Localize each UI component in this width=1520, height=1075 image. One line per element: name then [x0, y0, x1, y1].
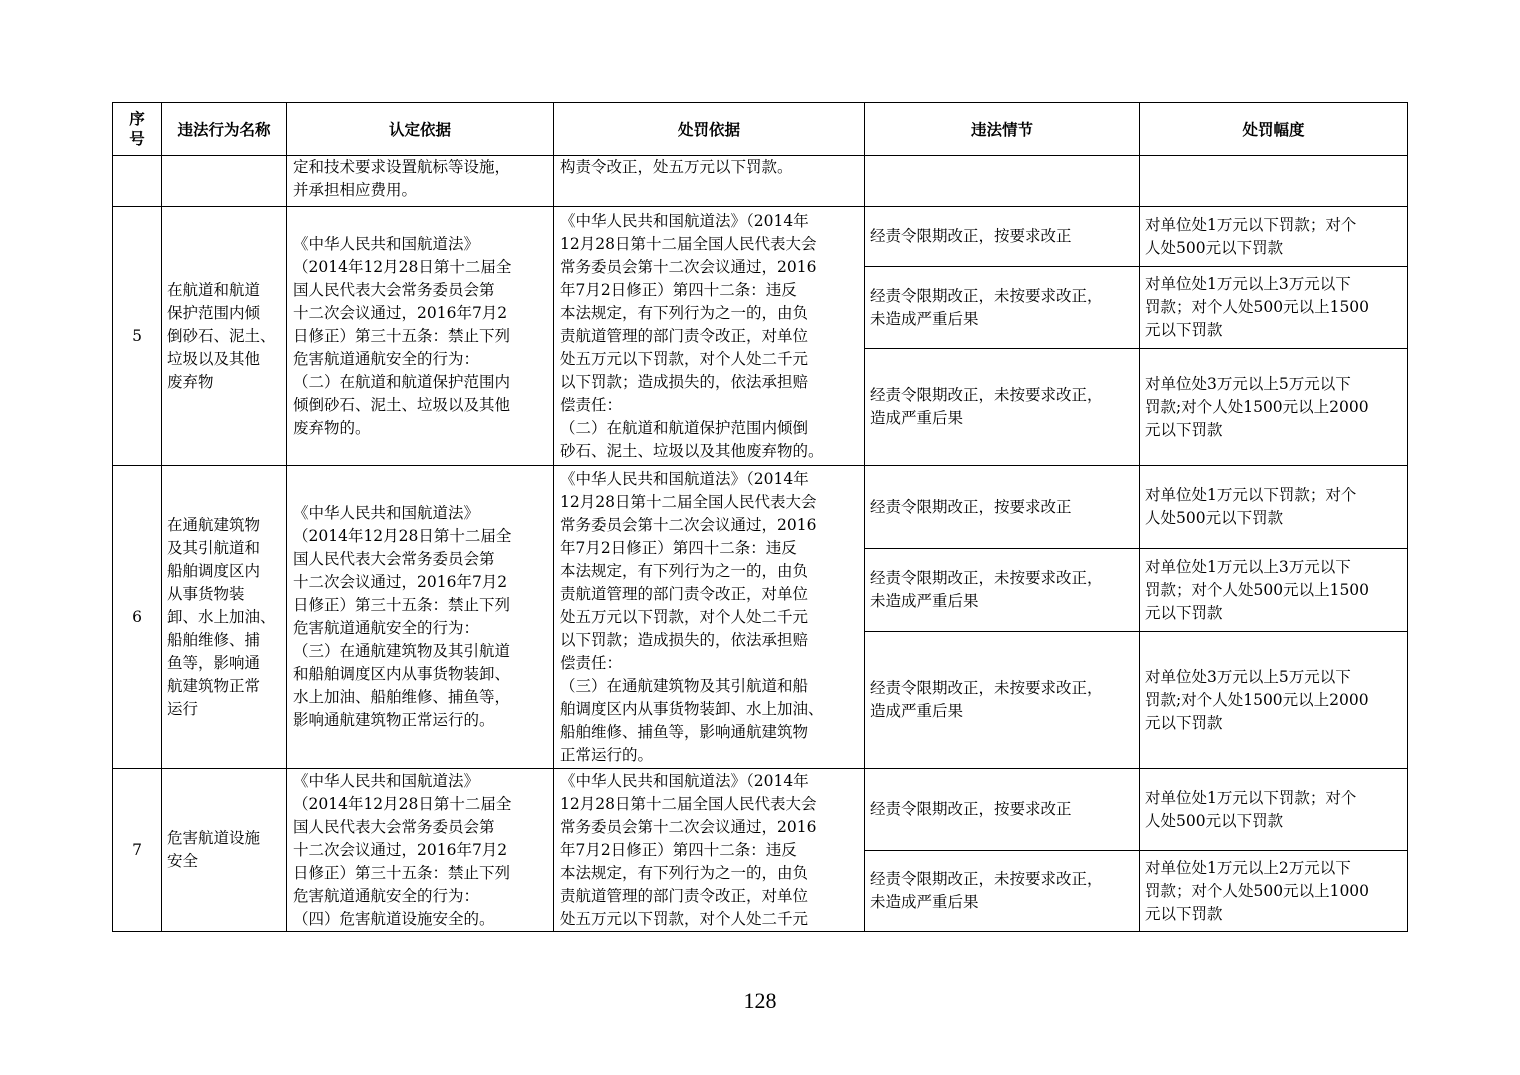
circumstance: 经责令限期改正，未按要求改正， 未造成严重后果 — [865, 549, 1140, 632]
violation-name: 在通航建筑物 及其引航道和 船舶调度区内 从事货物装 卸、水上加油、 船舶维修、捕 鱼等，影响通 航建筑物正常 运行 — [162, 466, 287, 769]
penalty-range: 对单位处1万元以上3万元以下 罚款；对个人处500元以上1500 元以下罚款 — [1140, 267, 1408, 349]
basis-text: 《中华人民共和国航道法》 （2014年12月28日第十二届全 国人民代表大会常务委员会第 十二次会议通过，2016年7月2 日修正）第三十五条：禁止下列 危害航道通航安全的行为： （四）危害航道设施安全的。 — [287, 769, 554, 932]
penalty-range: 对单位处3万元以上5万元以下 罚款;对个人处1500元以上2000 元以下罚款 — [1140, 349, 1408, 466]
row-no: 6 — [113, 466, 162, 769]
header-penalty-range: 处罚幅度 — [1140, 103, 1408, 156]
header-basis: 认定依据 — [287, 103, 554, 156]
basis-text: 《中华人民共和国航道法》 （2014年12月28日第十二届全 国人民代表大会常务委员会第 十二次会议通过，2016年7月2 日修正）第三十五条：禁止下列 危害航道通航安全的行为： （三）在通航建筑物及其引航道 和船舶调度区内从事货物装卸、 水上加油、船舶维修、捕鱼等， 影响通航建筑物正常运行的。 — [287, 466, 554, 769]
row-no: 7 — [113, 769, 162, 932]
header-row — [113, 103, 1408, 156]
circumstance: 经责令限期改正，未按要求改正， 造成严重后果 — [865, 632, 1140, 769]
continuation-row — [113, 156, 1408, 207]
circumstance: 经责令限期改正，按要求改正 — [865, 207, 1140, 267]
penalty-range: 对单位处1万元以上2万元以下 罚款；对个人处500元以上1000 元以下罚款 — [1140, 851, 1408, 932]
cont-name — [162, 156, 287, 207]
circumstance: 经责令限期改正，未按要求改正， 未造成严重后果 — [865, 851, 1140, 932]
penalty-table — [112, 102, 1408, 932]
penalty-basis-text: 《中华人民共和国航道法》（2014年 12月28日第十二届全国人民代表大会 常务委员会第十二次会议通过，2016 年7月2日修正）第四十二条：违反 本法规定，有下列行为之一的，由负 责航道管理的部门责令改正，对单位 处五万元以下罚款，对个人处二千元 以下罚款；造成损失的，依法承担赔 偿责任： （三）在通航建筑物及其引航道和船 舶调度区内从事货物装卸、水上加油、 船舶维修、捕鱼等，影响通航建筑物 正常运行的。 — [554, 466, 865, 769]
penalty-range: 对单位处1万元以下罚款；对个 人处500元以下罚款 — [1140, 769, 1408, 851]
violation-name: 在航道和航道 保护范围内倾 倒砂石、泥土、 垃圾以及其他 废弃物 — [162, 207, 287, 466]
penalty-range: 对单位处1万元以上3万元以下 罚款；对个人处500元以上1500 元以下罚款 — [1140, 549, 1408, 632]
penalty-range: 对单位处1万元以下罚款；对个 人处500元以下罚款 — [1140, 466, 1408, 549]
penalty-range: 对单位处3万元以上5万元以下 罚款;对个人处1500元以上2000 元以下罚款 — [1140, 632, 1408, 769]
cont-circumstance — [865, 156, 1140, 207]
violation-name: 危害航道设施 安全 — [162, 769, 287, 932]
basis-text: 《中华人民共和国航道法》 （2014年12月28日第十二届全 国人民代表大会常务委员会第 十二次会议通过，2016年7月2 日修正）第三十五条：禁止下列 危害航道通航安全的行为： （二）在航道和航道保护范围内 倾倒砂石、泥土、垃圾以及其他 废弃物的。 — [287, 207, 554, 466]
penalty-range: 对单位处1万元以下罚款；对个 人处500元以下罚款 — [1140, 207, 1408, 267]
circumstance: 经责令限期改正，按要求改正 — [865, 466, 1140, 549]
header-penalty-basis: 处罚依据 — [554, 103, 865, 156]
page-number: 128 — [743, 988, 777, 1013]
circumstance: 经责令限期改正，按要求改正 — [865, 769, 1140, 851]
table-row — [113, 466, 1408, 549]
table-row — [113, 207, 1408, 267]
table-row — [113, 769, 1408, 851]
penalty-basis-text: 《中华人民共和国航道法》（2014年 12月28日第十二届全国人民代表大会 常务委员会第十二次会议通过，2016 年7月2日修正）第四十二条：违反 本法规定，有下列行为之一的，由负 责航道管理的部门责令改正，对单位 处五万元以下罚款，对个人处二千元 以下罚款；造成损失的，依法承担赔 偿责任： （二）在航道和航道保护范围内倾倒 砂石、泥土、垃圾以及其他废弃物的。 — [554, 207, 865, 466]
cont-no — [113, 156, 162, 207]
header-no: 序 号 — [113, 103, 162, 156]
header-violation-name: 违法行为名称 — [162, 103, 287, 156]
circumstance: 经责令限期改正，未按要求改正， 未造成严重后果 — [865, 267, 1140, 349]
cont-penalty-basis: 构责令改正，处五万元以下罚款。 — [554, 156, 865, 207]
circumstance: 经责令限期改正，未按要求改正， 造成严重后果 — [865, 349, 1140, 466]
cont-basis: 定和技术要求设置航标等设施， 并承担相应费用。 — [287, 156, 554, 207]
header-circumstance: 违法情节 — [865, 103, 1140, 156]
penalty-basis-text: 《中华人民共和国航道法》（2014年 12月28日第十二届全国人民代表大会 常务委员会第十二次会议通过，2016 年7月2日修正）第四十二条：违反 本法规定，有下列行为之一的，由负 责航道管理的部门责令改正，对单位 处五万元以下罚款，对个人处二千元 — [554, 769, 865, 932]
cont-penalty — [1140, 156, 1408, 207]
row-no: 5 — [113, 207, 162, 466]
